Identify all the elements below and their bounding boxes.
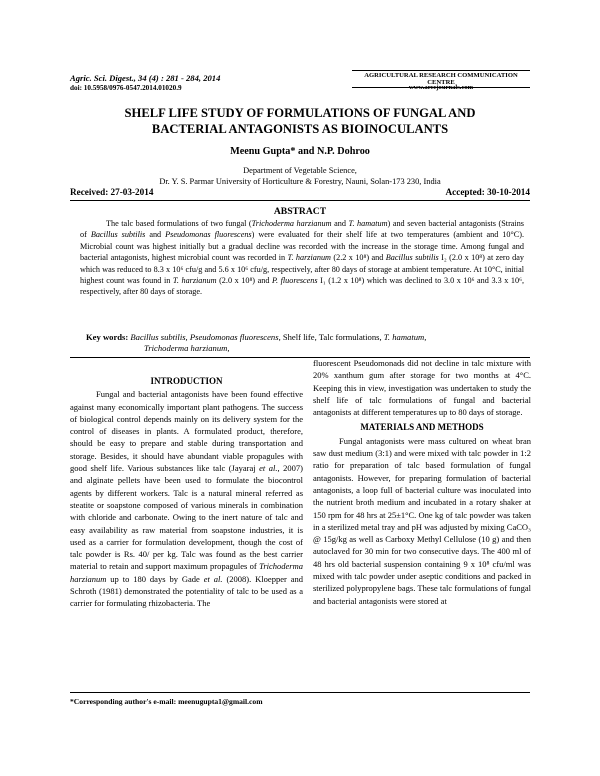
publisher-website[interactable]: www.arccjournals.com xyxy=(408,84,474,91)
methods-paragraph-1: Fungal antagonists were mass cultured on wheat bran saw dust medium (3:1) and were mixed with talc powder in 1:2 ratio for preparation of talc based formulation of fungal antagonists. However, for preparing formulation of bacterial antagonists, a loop full of bacterial culture was inoculated into the nutrient broth medium and incubated in a rotary shaker at 150 rpm for 48 hrs at 25±1°C. One kg of talc powder was taken in a sterilized metal tray and pH was adjusted by mixing CaCO₃ @ 15g/kg as well as Carboxy Methyl Cellulose (10 g) and then autoclaved for 30 min for two consecutive days. The 400 ml of 48 hrs old bacterial suspension containing 9 x 10⁸ cfu/ml was mixed with talc powder under aseptic conditions and packed in sterilized polypropylene bags. These talc formulations of fungal and bacterial antagonists were stored at xyxy=(313,435,532,606)
methods-heading: MATERIALS AND METHODS xyxy=(360,422,484,433)
header-divider xyxy=(70,200,530,201)
journal-citation: Agric. Sci. Digest., 34 (4) : 281 - 284, 2014 xyxy=(70,73,221,83)
keywords: Key words: Bacillus subtilis, Pseudomonas fluorescens, Shelf life, Talc formulations, T. hamatum, Trichoderma harzianum, xyxy=(86,332,427,353)
authors: Meenu Gupta* and N.P. Dohroo xyxy=(230,146,370,157)
left-column xyxy=(70,372,303,610)
introduction-heading: INTRODUCTION xyxy=(150,376,223,386)
publisher-name: AGRICULTURAL RESEARCH COMMUNICATION CENTRE xyxy=(352,70,530,88)
introduction-paragraph-1: Fungal and bacterial antagonists have been found effective against many economically important plant pathogens. The success of biological control depends mainly on its delivery system for the control of diseases in plants. A formulated product, therefore, should be easy to prepare and stable during transportation and storage. Besides, it should have abundant viable propagules with good shelf life. Various substances like talc (Jayaraj et al., 2007) and alginate pellets have been used to formulate the biocontrol agents by different workers. Talc is a natural mineral referred as steatite or soapstone composed of various minerals in combination with chloride and carbonate. Owing to the inert nature of talc and easy availability as raw material from soapstone industries, it is used as a carrier for formulation development, though the cost of talc powder is Rs. 40/ per kg. Talc was found as the best carrier material to retain and support maximum propagules of Trichoderma harzianum up to 180 days by Gade et al. (2008). Kloepper and Schroth (1981) demonstrated the potentiality of talc to be used as a carrier for formulating rhizobacteria. The xyxy=(70,389,303,609)
abstract-heading: ABSTRACT xyxy=(273,206,327,217)
right-column xyxy=(313,357,531,607)
title-line-1: SHELF LIFE STUDY OF FORMULATIONS OF FUNGAL AND xyxy=(124,106,476,120)
footnote-divider xyxy=(70,692,530,693)
received-date: Received: 27-03-2014 xyxy=(70,187,154,197)
accepted-date: Accepted: 30-10-2014 xyxy=(445,187,530,197)
affiliation xyxy=(70,166,530,187)
introduction-paragraph-2: fluorescent Pseudomonads did not decline in talc mixture with 20% xanthum gum after storage for two months at 4°C. Keeping this in view, investigation was undertaken to study the shelf life of talc formulations of fungal and bacterial antagonists at different temperatures up to 80 days of storage. xyxy=(313,358,531,418)
affiliation-department: Department of Vegetable Science, xyxy=(243,166,357,175)
paper-title xyxy=(70,105,530,137)
abstract-text: The talc based formulations of two fungal (Trichoderma harzianum and T. hamatum) and seven bacterial antagonists (Strains of Bacillus subtilis and Pseudomonas fluorescens) were evaluated for their shelf life at two temperatures (ambient and 10°C). Microbial count was highest initially but a gradual decline was recorded with the increase in the storage time. Among fungal and bacterial antagonists, highest microbial count was recorded in T. harzianum (2.2 x 10⁸) and Bacillus subtilis I₂ (2.0 x 10⁸) at zero day which was reduced to 8.3 x 10⁶ cfu/g and 5.6 x 10⁶ cfu/g, respectively, after 80 days of storage at ambient temperature. At 10°C, initial highest count was found in T. harzianum (2.0 x 10⁸) and P. fluorescens I₁ (1.2 x 10⁸) which was declined to 3.0 x 10⁶ and 3.3 x 10⁶, respectively, after 80 days of storage. xyxy=(80,219,525,297)
affiliation-university: Dr. Y. S. Parmar University of Horticulture & Forestry, Nauni, Solan-173 230, India xyxy=(159,176,441,186)
corresponding-author-footnote: *Corresponding author's e-mail: meenugupta1@gmail.com xyxy=(70,697,263,706)
doi: doi: 10.5958/0976-0547.2014.01020.9 xyxy=(70,84,182,92)
title-line-2: BACTERIAL ANTAGONISTS AS BIOINOCULANTS xyxy=(151,122,449,136)
